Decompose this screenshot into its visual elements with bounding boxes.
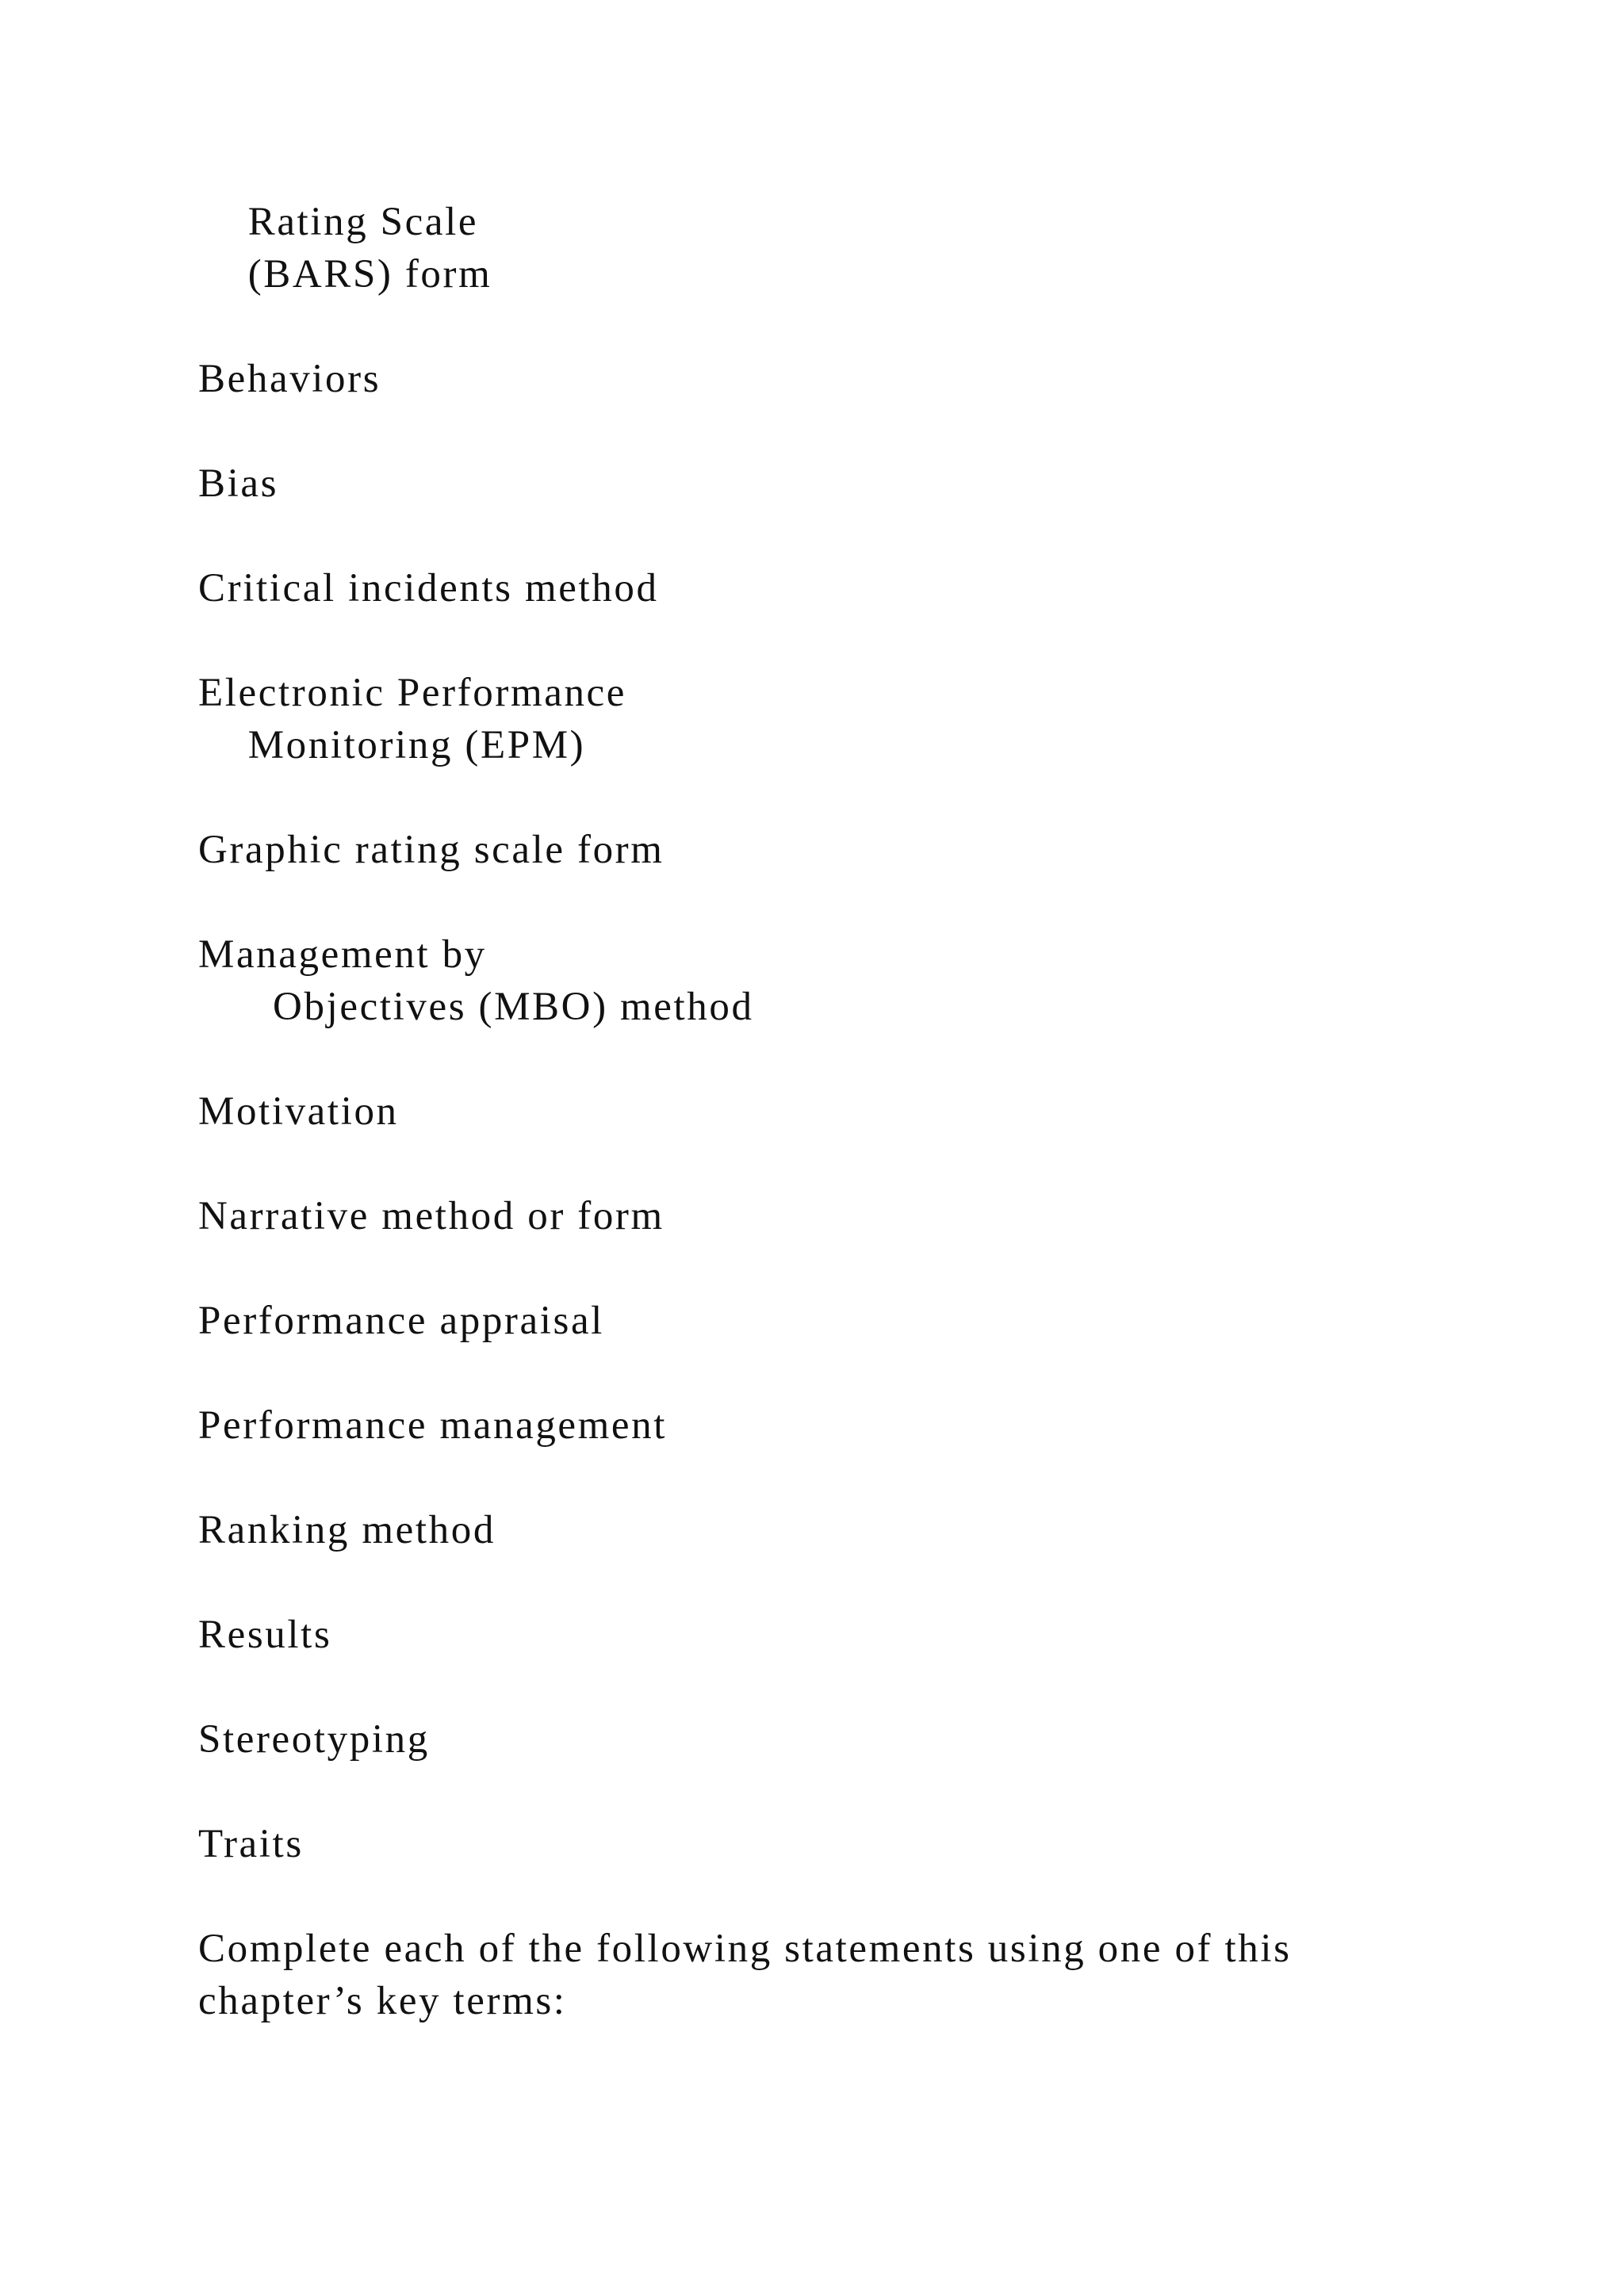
- term-mbo-line-1: Management by: [198, 932, 487, 977]
- term-mbo-line-2: Objectives (MBO) method: [236, 985, 754, 1029]
- instruction-line-1: Complete each of the following statements using one of this: [198, 1927, 1292, 1971]
- term-epm-line-1: Electronic Performance: [198, 671, 627, 715]
- term-performance-management: Performance management: [198, 1403, 668, 1448]
- term-performance-appraisal: Performance appraisal: [198, 1299, 604, 1343]
- term-motivation: Motivation: [198, 1089, 399, 1134]
- term-behaviors: Behaviors: [198, 357, 381, 401]
- term-graphic-rating-scale: Graphic rating scale form: [198, 828, 665, 872]
- term-ranking-method: Ranking method: [198, 1508, 496, 1552]
- term-bars-line-1: Rating Scale: [224, 200, 479, 244]
- term-results: Results: [198, 1613, 332, 1657]
- term-bias: Bias: [198, 461, 279, 506]
- term-narrative-method: Narrative method or form: [198, 1194, 665, 1238]
- term-bars-line-2: (BARS) form: [224, 252, 492, 297]
- term-critical-incidents: Critical incidents method: [198, 566, 659, 610]
- term-traits: Traits: [198, 1822, 304, 1866]
- term-stereotyping: Stereotyping: [198, 1717, 430, 1762]
- term-epm-line-2: Monitoring (EPM): [224, 723, 586, 767]
- instruction-line-2: chapter’s key terms:: [198, 1979, 567, 2023]
